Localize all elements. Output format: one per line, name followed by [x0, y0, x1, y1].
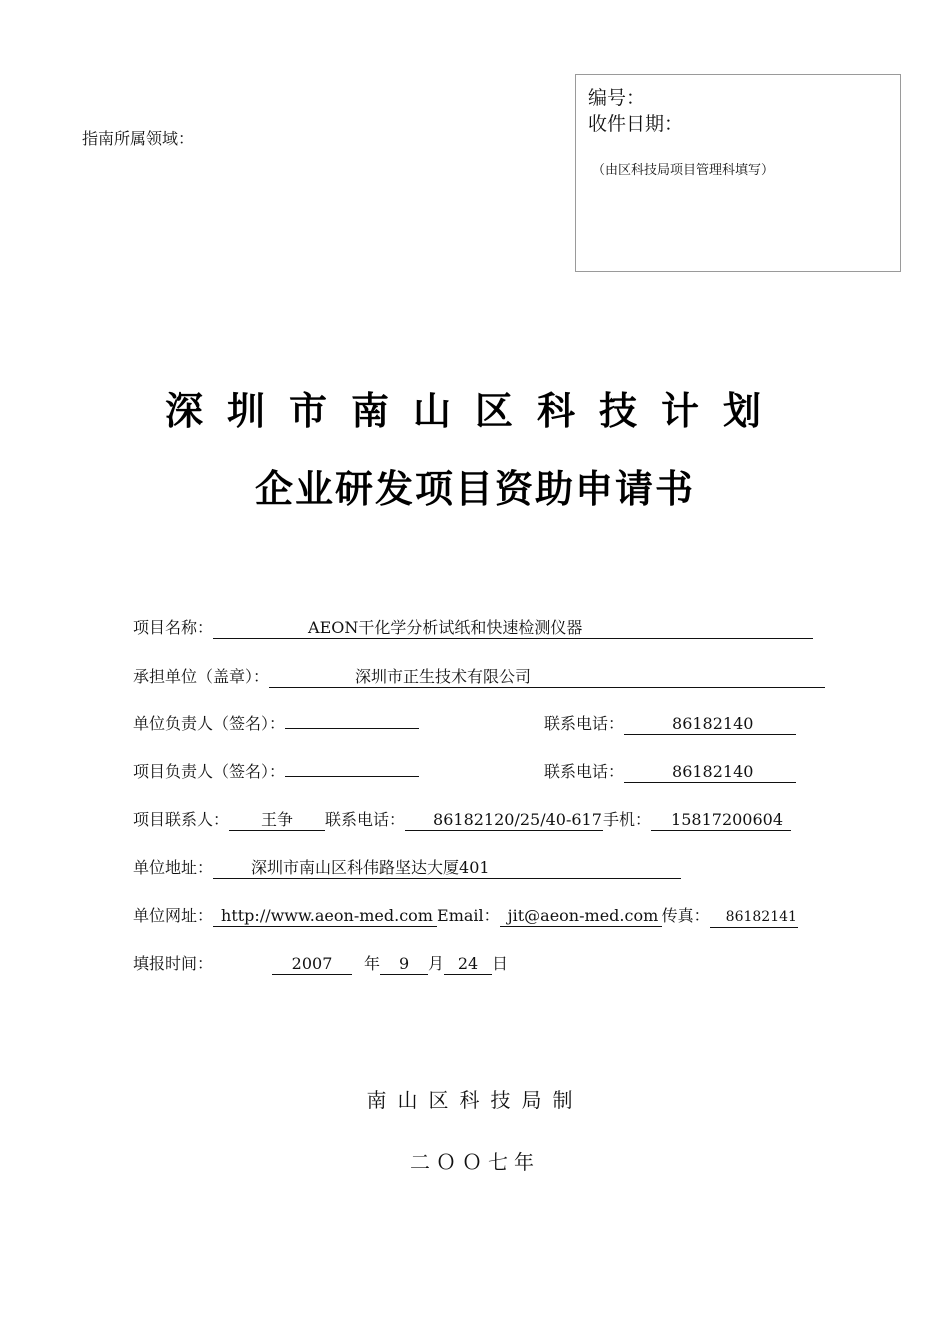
unit-phone-field[interactable]: 86182140	[624, 714, 796, 735]
month-unit: 月	[428, 954, 445, 973]
guide-field-label: 指南所属领域：	[82, 129, 195, 148]
contact-label: 项目联系人：	[133, 810, 230, 829]
unit-head-row	[133, 711, 419, 735]
office-use-box	[575, 74, 901, 272]
undertaking-unit-field[interactable]: 深圳市正生技术有限公司	[269, 667, 825, 688]
project-name-field[interactable]: AEON干化学分析试纸和快速检测仪器	[213, 618, 813, 639]
undertaking-unit-label: 承担单位（盖章）：	[133, 667, 270, 686]
year-field[interactable]: 2007	[272, 954, 352, 975]
fill-date-row	[133, 951, 508, 975]
mobile-label: 手机：	[603, 810, 652, 829]
issuing-bureau: 南山区科技局制	[366, 1088, 584, 1112]
project-head-signature-field[interactable]	[285, 776, 419, 777]
project-name-row	[133, 615, 813, 639]
unit-phone-row	[544, 711, 796, 735]
contact-phone-label: 联系电话：	[325, 810, 406, 829]
website-field[interactable]: http://www.aeon-med.com	[213, 906, 437, 927]
project-head-row	[133, 759, 419, 783]
undertaking-unit-row	[133, 664, 825, 688]
issue-year: 二ＯＯ七年	[410, 1150, 540, 1174]
mobile-field[interactable]: 15817200604	[651, 810, 791, 831]
project-phone-label: 联系电话：	[544, 762, 625, 781]
day-unit: 日	[492, 954, 509, 973]
received-date-label: 收件日期：	[588, 113, 684, 135]
project-phone-row	[544, 759, 796, 783]
year-unit: 年	[364, 954, 381, 973]
email-field[interactable]: jit@aeon-med.com	[500, 906, 662, 927]
website-row	[133, 903, 798, 927]
email-label: Email：	[437, 906, 500, 925]
address-label: 单位地址：	[133, 858, 214, 877]
office-use-note: （由区科技局项目管理科填写）	[592, 163, 775, 178]
month-field[interactable]: 9	[380, 954, 428, 975]
day-field[interactable]: 24	[444, 954, 492, 975]
fax-field[interactable]: 86182141	[710, 907, 798, 928]
unit-head-label: 单位负责人（签名）：	[133, 714, 286, 733]
website-label: 单位网址：	[133, 906, 214, 925]
project-name-label: 项目名称：	[133, 618, 214, 637]
page-subtitle: 企业研发项目资助申请书	[254, 467, 695, 511]
contact-phone-field[interactable]: 86182120/25/40-617	[405, 810, 603, 831]
project-head-label: 项目负责人（签名）：	[133, 762, 286, 781]
project-phone-field[interactable]: 86182140	[624, 762, 796, 783]
contact-field[interactable]: 王争	[229, 810, 325, 831]
page-title: 深圳市南山区科技计划	[164, 389, 785, 433]
fill-date-label: 填报时间：	[133, 954, 214, 973]
unit-phone-label: 联系电话：	[544, 714, 625, 733]
contact-row	[133, 807, 791, 831]
number-label: 编号：	[588, 87, 646, 109]
unit-head-signature-field[interactable]	[285, 728, 419, 729]
address-row	[133, 855, 681, 879]
fax-label: 传真：	[661, 906, 710, 925]
address-field[interactable]: 深圳市南山区科伟路坚达大厦401	[213, 858, 681, 879]
